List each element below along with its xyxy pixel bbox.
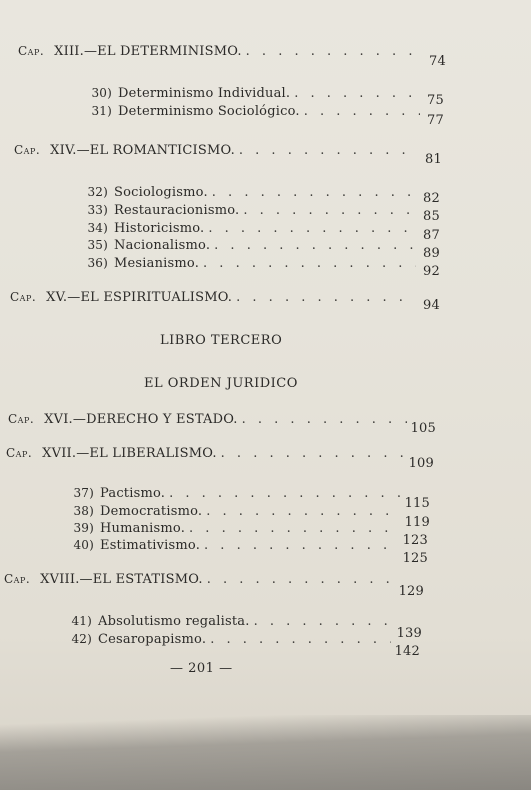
item-title: Cesaropapismo. (98, 632, 207, 647)
item-index: 35) (87, 238, 108, 252)
leader-dots (243, 203, 416, 218)
page-bottom-shadow (0, 715, 531, 790)
chapter-title: XVIII.—EL ESTATISMO. (40, 572, 203, 587)
toc-item-33 (78, 203, 440, 224)
page-number: 123 (402, 533, 428, 548)
leader-dots (239, 143, 418, 158)
page-number: 139 (396, 626, 422, 641)
leader-dots (204, 538, 399, 553)
leader-dots (242, 412, 407, 427)
page-folio: — 201 — (170, 661, 233, 676)
chapter-prefix: Cap. (10, 290, 37, 304)
item-index: 42) (71, 632, 92, 646)
toc-chapter-18 (4, 572, 424, 599)
page-number: 87 (423, 228, 440, 243)
item-index: 33) (87, 203, 108, 217)
leader-dots (203, 256, 416, 271)
toc-item-32 (78, 185, 440, 206)
page-number: 81 (425, 152, 442, 167)
toc-item-34 (78, 221, 440, 243)
page-number: 92 (423, 264, 440, 279)
item-title: Absolutismo regalista. (98, 614, 250, 629)
leader-dots (236, 290, 416, 305)
toc-item-40 (64, 538, 428, 566)
leader-dots (189, 521, 399, 536)
toc-chapter-16 (8, 412, 436, 436)
chapter-title: XV.—EL ESPIRITUALISMO. (46, 290, 233, 305)
leader-dots (206, 504, 400, 519)
section-heading: EL ORDEN JURIDICO (144, 376, 298, 391)
toc-item-35 (78, 238, 440, 261)
item-title: Determinismo Sociológico. (118, 104, 300, 119)
item-title: Democratismo. (100, 504, 203, 519)
leader-dots (210, 632, 390, 647)
chapter-title: XVI.—DERECHO Y ESTADO. (44, 412, 238, 427)
item-title: Restauracionismo. (114, 203, 240, 218)
page-number: 105 (410, 421, 436, 436)
item-index: 32) (87, 185, 108, 199)
item-index: 38) (73, 504, 94, 518)
item-title: Estimativismo. (100, 538, 201, 553)
toc-item-36 (78, 256, 440, 279)
page-number: 77 (427, 113, 444, 128)
toc-item-30 (82, 86, 444, 108)
leader-dots (246, 44, 422, 59)
page-number: 129 (398, 584, 424, 599)
page-number: 142 (394, 644, 420, 659)
chapter-prefix: Cap. (8, 412, 35, 426)
leader-dots (207, 572, 395, 587)
leader-dots (212, 185, 416, 200)
page-number: 125 (402, 551, 428, 566)
book-heading: LIBRO TERCERO (160, 333, 283, 348)
page-number: 74 (429, 54, 446, 69)
toc-chapter-15 (10, 290, 440, 313)
item-index: 30) (91, 86, 112, 100)
item-index: 34) (87, 221, 108, 235)
chapter-prefix: Cap. (4, 572, 31, 586)
leader-dots (294, 86, 420, 101)
chapter-prefix: Cap. (14, 143, 41, 157)
item-index: 40) (73, 538, 94, 552)
item-title: Sociologismo. (114, 185, 208, 200)
page-number: 115 (404, 496, 430, 511)
toc-item-42 (62, 632, 420, 659)
leader-dots (208, 221, 416, 236)
page-number: 75 (427, 93, 444, 108)
item-index: 31) (91, 104, 112, 118)
item-title: Determinismo Individual. (118, 86, 291, 101)
item-index: 37) (73, 486, 94, 500)
toc-item-31 (82, 104, 444, 128)
item-index: 36) (87, 256, 108, 270)
chapter-prefix: Cap. (6, 446, 33, 460)
item-title: Nacionalismo. (114, 238, 211, 253)
leader-dots (254, 614, 393, 629)
leader-dots (221, 446, 405, 461)
chapter-title: XIII.—EL DETERMINISMO. (54, 44, 242, 59)
item-title: Pactismo. (100, 486, 166, 501)
toc-chapter-17 (6, 446, 434, 471)
chapter-title: XVII.—EL LIBERALISMO. (42, 446, 217, 461)
page-number: 94 (423, 298, 440, 313)
leader-dots (214, 238, 416, 253)
leader-dots (169, 486, 400, 501)
chapter-title: XIV.—EL ROMANTICISMO. (50, 143, 235, 158)
page-number: 109 (408, 456, 434, 471)
toc-chapter-13 (18, 44, 446, 69)
item-index: 41) (71, 614, 92, 628)
item-index: 39) (73, 521, 94, 535)
item-title: Humanismo. (100, 521, 186, 536)
toc-chapter-14 (14, 143, 442, 167)
page-number: 119 (404, 515, 430, 530)
item-title: Mesianismo. (114, 256, 200, 271)
chapter-prefix: Cap. (18, 44, 45, 58)
page-number: 89 (423, 246, 440, 261)
page-number: 82 (423, 191, 440, 206)
leader-dots (304, 104, 420, 119)
item-title: Historicismo. (114, 221, 205, 236)
page-number: 85 (423, 209, 440, 224)
